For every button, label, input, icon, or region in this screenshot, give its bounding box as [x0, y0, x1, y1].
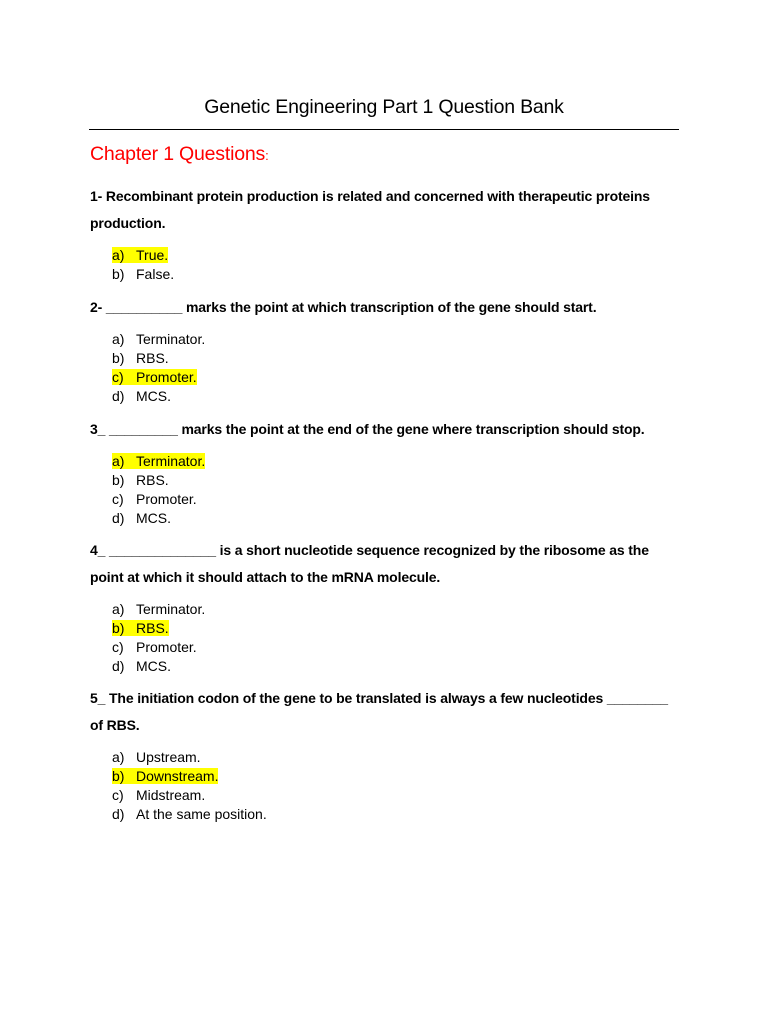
option-row [112, 387, 205, 406]
option-text: MCS. [136, 658, 171, 674]
option-text: RBS. [136, 472, 169, 488]
option-letter: b) [112, 768, 125, 784]
option-text: MCS. [136, 388, 171, 404]
option-row [112, 786, 267, 805]
option-letter: d) [112, 510, 125, 526]
option-text: False. [136, 266, 175, 282]
option-content [112, 510, 171, 526]
option-row [112, 349, 205, 368]
option-row-correct [112, 767, 267, 786]
option-text: Downstream. [136, 768, 219, 784]
option-letter: b) [112, 350, 125, 366]
option-row [112, 265, 174, 284]
option-text: At the same position. [136, 806, 267, 822]
option-row [112, 471, 205, 490]
option-content [112, 749, 201, 765]
option-content [112, 620, 169, 636]
option-row [112, 748, 267, 767]
option-letter: d) [112, 388, 125, 404]
option-letter: a) [112, 453, 125, 469]
option-text: Midstream. [136, 787, 206, 803]
option-text: True. [136, 247, 169, 263]
option-row [112, 330, 205, 349]
option-content [112, 601, 205, 617]
option-content [112, 266, 174, 282]
option-row [112, 509, 205, 528]
option-content [112, 369, 197, 385]
option-text: RBS. [136, 620, 169, 636]
document-title: Genetic Engineering Part 1 Question Bank [204, 96, 564, 118]
title-divider [89, 129, 679, 130]
question-4-options [112, 600, 205, 676]
question-1-options [112, 246, 174, 284]
question-4-text: 4_ ______________ is a short nucleotide sequence recognized by the ribosome as the point at which it should attach to the mRNA molecule. [90, 542, 649, 585]
option-content [112, 472, 169, 488]
option-letter: b) [112, 266, 125, 282]
option-text: Promoter. [136, 639, 197, 655]
option-letter: c) [112, 369, 124, 385]
option-text: Promoter. [136, 369, 197, 385]
chapter-heading-colon: : [265, 148, 269, 163]
option-content [112, 453, 205, 469]
chapter-heading [90, 143, 268, 166]
option-content [112, 247, 168, 263]
option-content [112, 806, 267, 822]
option-text: Promoter. [136, 491, 197, 507]
option-text: MCS. [136, 510, 171, 526]
option-letter: b) [112, 472, 125, 488]
option-letter: c) [112, 787, 124, 803]
option-row [112, 657, 205, 676]
question-1-text: 1- Recombinant protein production is related and concerned with therapeutic proteins production. [90, 188, 650, 231]
option-content [112, 658, 171, 674]
option-content [112, 639, 197, 655]
option-row-correct [112, 368, 205, 387]
option-letter: a) [112, 601, 125, 617]
chapter-heading-text: Chapter 1 Questions [90, 143, 266, 165]
option-row [112, 805, 267, 824]
option-content [112, 787, 205, 803]
option-letter: a) [112, 247, 125, 263]
option-row [112, 600, 205, 619]
option-content [112, 388, 171, 404]
option-text: Terminator. [136, 453, 206, 469]
option-row [112, 490, 205, 509]
question-2-text: 2- __________ marks the point at which transcription of the gene should start. [90, 299, 597, 315]
option-row-correct [112, 619, 205, 638]
option-content [112, 491, 197, 507]
option-row [112, 638, 205, 657]
option-row-correct [112, 452, 205, 471]
option-letter: c) [112, 639, 124, 655]
question-2-options [112, 330, 205, 406]
question-5-text: 5_ The initiation codon of the gene to be translated is always a few nucleotides ________ of RBS. [90, 690, 668, 733]
option-text: Upstream. [136, 749, 201, 765]
option-content [112, 768, 218, 784]
question-3-text: 3_ _________ marks the point at the end of the gene where transcription should stop. [90, 421, 645, 437]
question-3-options [112, 452, 205, 528]
option-text: Terminator. [136, 601, 206, 617]
option-letter: d) [112, 806, 125, 822]
option-letter: a) [112, 749, 125, 765]
question-5-options [112, 748, 267, 824]
option-letter: c) [112, 491, 124, 507]
option-content [112, 331, 205, 347]
option-row-correct [112, 246, 174, 265]
option-letter: d) [112, 658, 125, 674]
option-text: RBS. [136, 350, 169, 366]
option-content [112, 350, 169, 366]
option-letter: b) [112, 620, 125, 636]
option-text: Terminator. [136, 331, 206, 347]
option-letter: a) [112, 331, 125, 347]
